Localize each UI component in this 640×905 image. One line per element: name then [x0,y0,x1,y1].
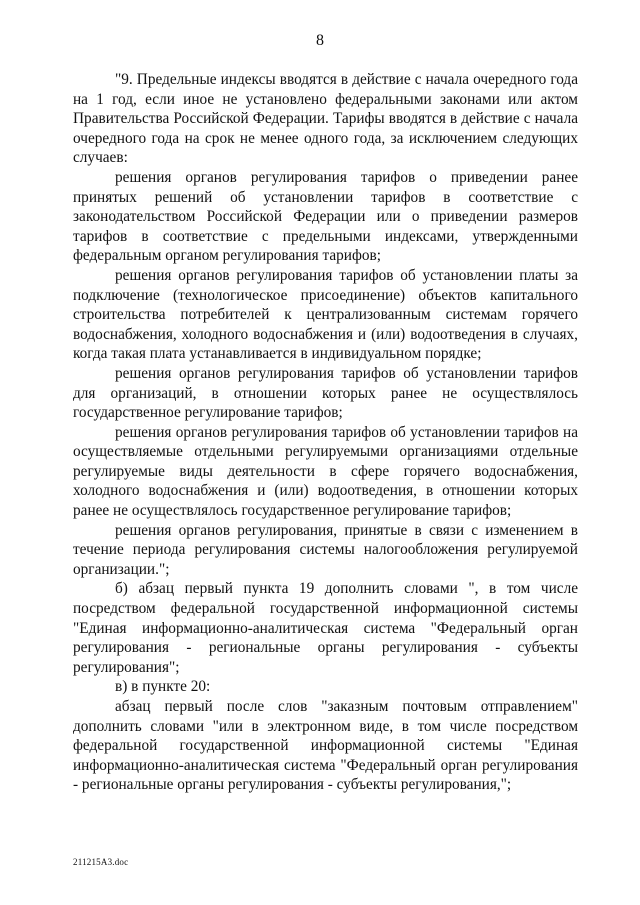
paragraph-exception-3: решения органов регулирования тарифов об установлении тарифов для организаций, в отношении которых ранее не осуществлялось государственное регулирование тарифов; [73,364,578,422]
paragraph-b-item-19: б) абзац первый пункта 19 дополнить словами ", в том числе посредством федеральной государственной информационной системы "Единая информационно-аналитическая система "Федеральный орган регулирования - региональные органы регулирования - субъекты регулирования"; [73,580,578,676]
footer-document-code: 211215A3.doc [73,857,129,867]
paragraph-exception-4: решения органов регулирования тарифов об установлении тарифов на осуществляемые отдельными регулируемыми организациями отдельные регулируемые виды деятельности в сфере горячего водоснабжения, холодного водоснабжения и (или) водоотведения, в отношении которых ранее не осуществлялось государственное регулирование тарифов; [73,423,578,520]
paragraph-item-20-first-abzac: абзац первый после слов "заказным почтовым отправлением" дополнить словами "или в электронном виде, в том числе посредством федеральной государственной информационной системы "Единая информационно-аналитическая система "Федеральный орган регулирования - региональные органы регулирования - субъекты регулирования,"; [73,698,578,794]
page-number: 8 [316,32,324,49]
paragraph-exception-5: решения органов регулирования, принятые в связи с изменением в течение периода регулирования системы налогообложения регулируемой организации."; [73,521,578,578]
document-body [73,70,578,795]
paragraph-exception-2: решения органов регулирования тарифов об установлении платы за подключение (технологическое присоединение) объектов капитального строительства потребителей к централизованным системам горячего водоснабжения, холодного водоснабжения и (или) водоотведения в случаях, когда такая плата устанавливается в индивидуальном порядке; [73,266,578,363]
paragraph-9-intro: "9. Предельные индексы вводятся в действие с начала очередного года на 1 год, если иное не установлено федеральными законами или актом Правительства Российской Федерации. Тарифы вводятся в действие с начала очередного года на срок не менее одного года, за исключением следующих случаев: [73,71,578,167]
paragraph-v-item-20: в) в пункте 20: [115,678,211,696]
paragraph-exception-1: решения органов регулирования тарифов о приведении ранее принятых решений об установлении тарифов в соответствие с законодательством Российской Федерации или о приведении размеров тарифов в соответствие с предельными индексами, утвержденными федеральным органом регулирования тарифов; [73,168,578,265]
